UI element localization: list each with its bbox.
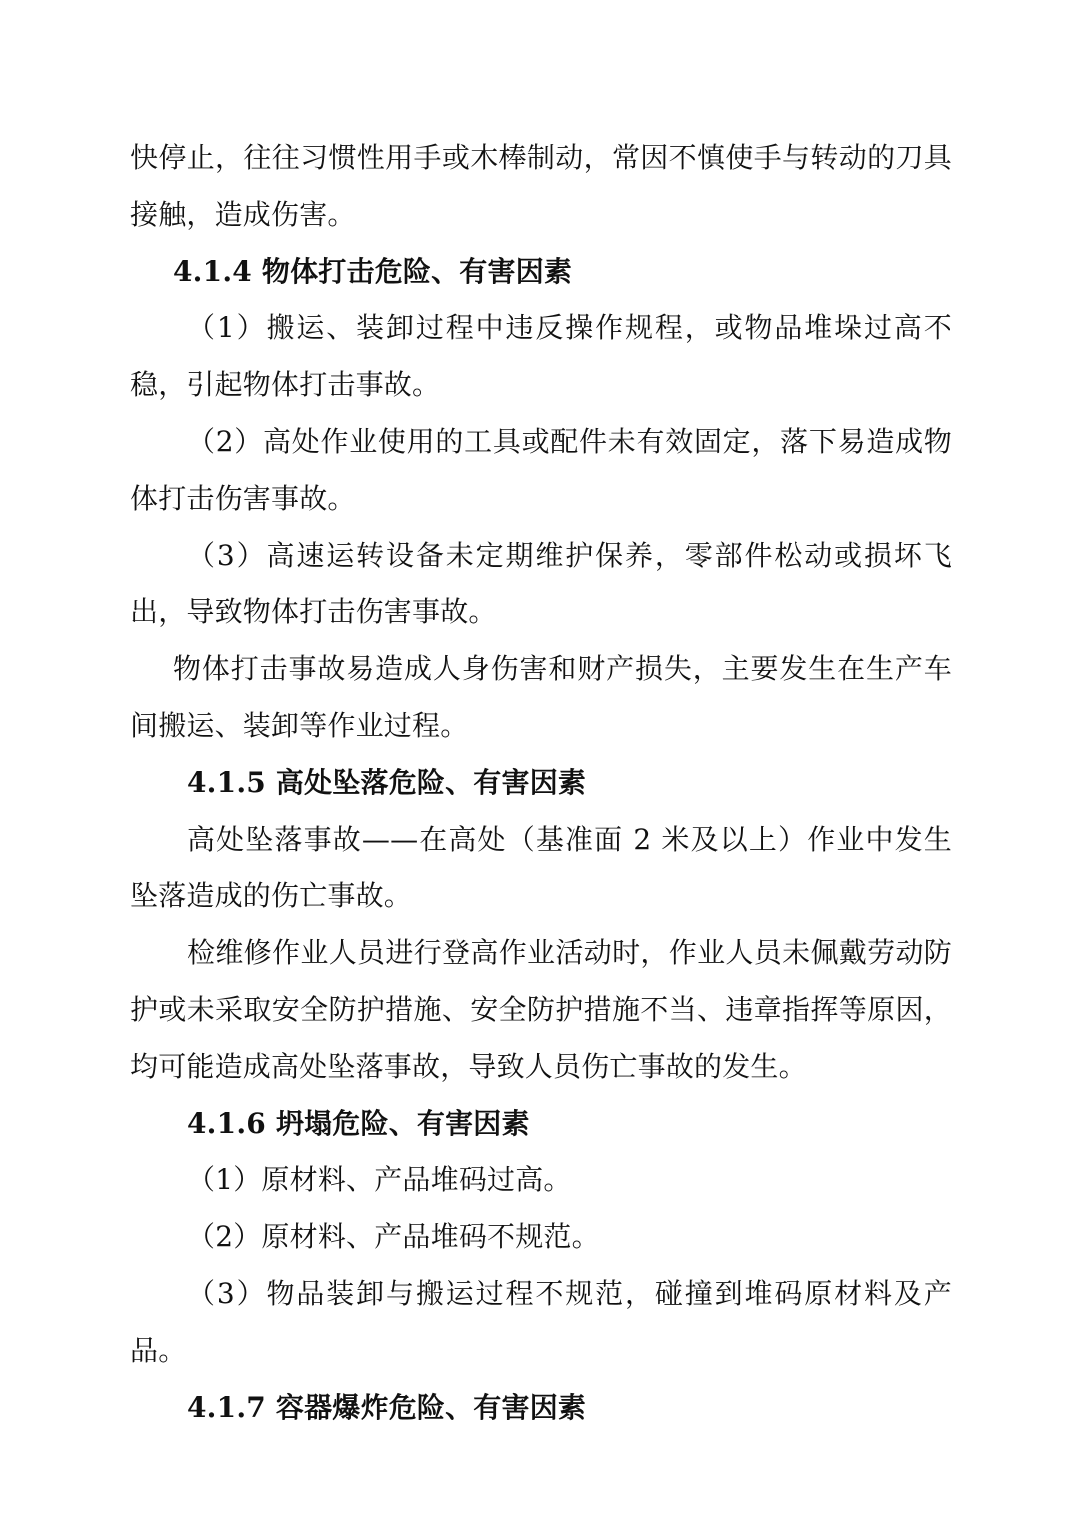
list-item-collapse-1: （1）原材料、产品堆码过高。	[187, 1163, 572, 1197]
section-heading-4-1-7: 4.1.7 容器爆炸危险、有害因素	[187, 1390, 587, 1424]
section-heading-4-1-4: 4.1.4 物体打击危险、有害因素	[173, 254, 573, 288]
section-heading-4-1-5: 4.1.5 高处坠落危险、有害因素	[187, 765, 587, 799]
paragraph-continuation: 快停止，往往习惯性用手或木棒制动，常因不慎使手与转动的刀具接触，造成伤害。	[130, 141, 952, 231]
section-heading-4-1-6: 4.1.6 坍塌危险、有害因素	[187, 1106, 530, 1140]
list-item-1: （1）搬运、装卸过程中违反操作规程，或物品堆垛过高不稳，引起物体打击事故。	[130, 311, 952, 402]
paragraph-summary: 物体打击事故易造成人身伤害和财产损失，主要发生在生产车间搬运、装卸等作业过程。	[130, 652, 952, 742]
list-item-collapse-3: （3）物品装卸与搬运过程不规范，碰撞到堆码原材料及产品。	[130, 1276, 952, 1367]
paragraph-maintenance: 检维修作业人员进行登高作业活动时，作业人员未佩戴劳动防护或未采取安全防护措施、安全防护措施不当、违章指挥等原因，均可能造成高处坠落事故，导致人员伤亡事故的发生。	[130, 936, 952, 1083]
list-item-2: （2）高处作业使用的工具或配件未有效固定，落下易造成物体打击伤害事故。	[130, 424, 952, 515]
list-item-3: （3）高速运转设备未定期维护保养，零部件松动或损坏飞出，导致物体打击伤害事故。	[130, 538, 952, 629]
list-item-collapse-2: （2）原材料、产品堆码不规范。	[187, 1220, 600, 1254]
document-body	[130, 130, 952, 1436]
paragraph-definition: 高处坠落事故——在高处（基准面 2 米及以上）作业中发生坠落造成的伤亡事故。	[130, 822, 952, 913]
